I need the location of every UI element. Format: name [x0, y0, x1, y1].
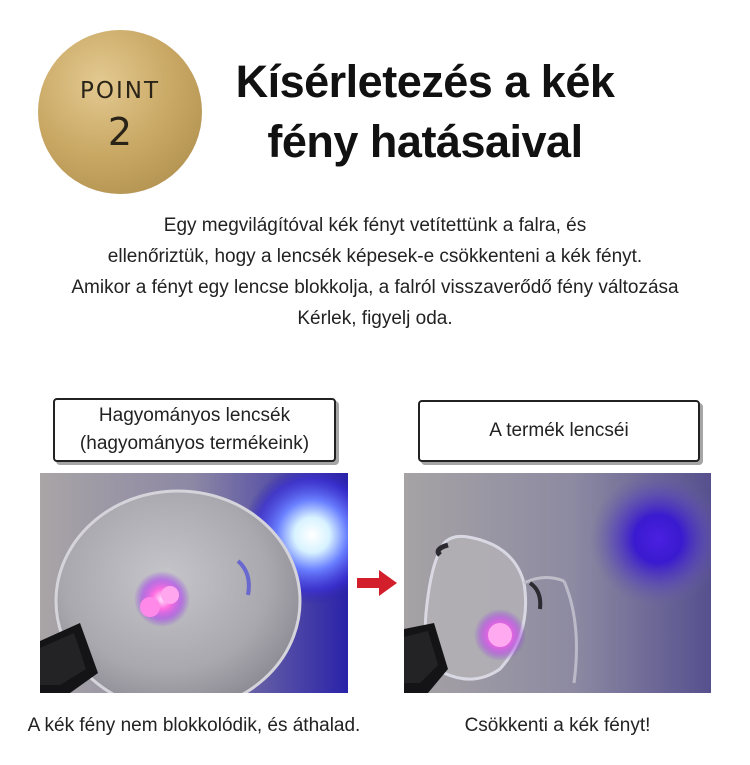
- conventional-label-line-1: Hagyományos lencsék: [98, 405, 291, 426]
- intro-line-2: ellenőriztük, hogy a lencsék képesek-e csökkenteni a kék fényt.: [107, 246, 643, 267]
- point-badge: [38, 30, 202, 194]
- conventional-label-line-2: (hagyományos termékeink): [79, 433, 310, 454]
- product-caption: Csökkenti a kék fényt!: [464, 715, 651, 736]
- product-label-text: A termék lencséi: [489, 420, 629, 441]
- intro-line-3: Amikor a fényt egy lencse blokkolja, a falról visszaverődő fény változása: [71, 277, 679, 298]
- intro-line-1: Egy megvilágítóval kék fényt vetítettünk a falra, és: [163, 215, 587, 236]
- intro-line-4: Kérlek, figyelj oda.: [297, 308, 453, 329]
- title-line-2: fény hatásaival: [267, 116, 583, 167]
- badge-label: POINT: [79, 77, 160, 104]
- arrow-right-icon: [357, 570, 397, 596]
- conventional-lens-label: [53, 398, 336, 462]
- badge-number: 2: [107, 109, 133, 154]
- product-lens-label: [418, 400, 700, 462]
- conventional-caption: A kék fény nem blokkolódik, és áthalad.: [27, 715, 361, 736]
- product-lens-photo: [404, 473, 711, 693]
- title-line-1: Kísérletezés a kék: [235, 56, 615, 107]
- conventional-lens-photo: [40, 473, 348, 693]
- page-title: [215, 52, 635, 172]
- intro-text: [10, 210, 740, 334]
